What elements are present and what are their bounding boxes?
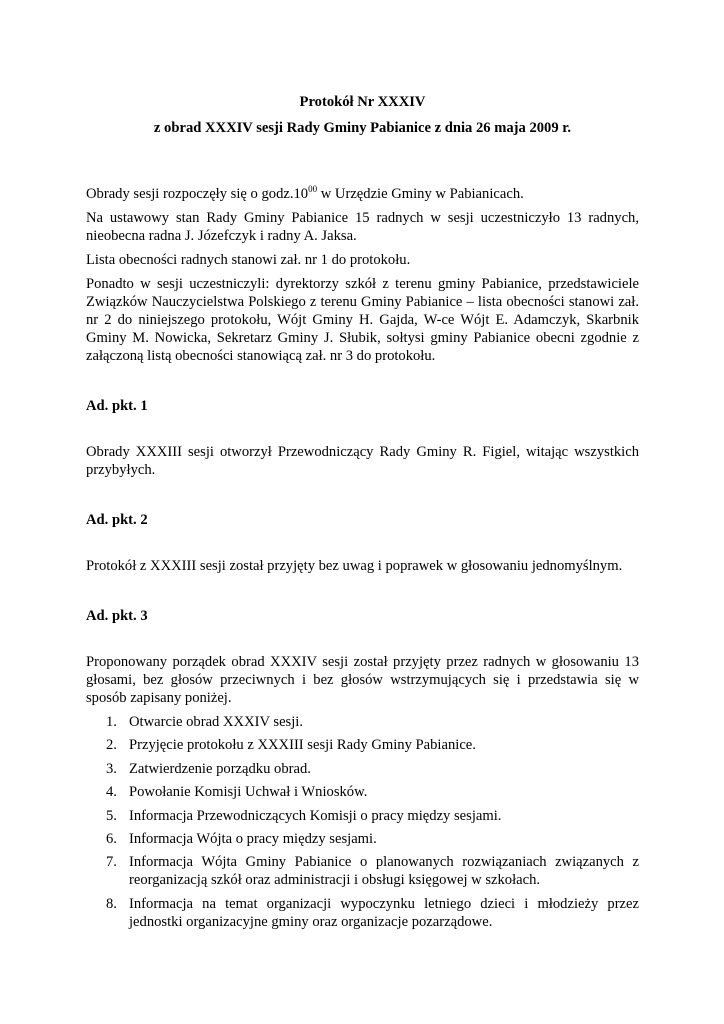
section-1-heading: Ad. pkt. 1 xyxy=(86,398,148,414)
agenda-item-number: 7. xyxy=(106,854,117,871)
section-1-text: Obrady XXXIII sesji otworzył Przewodniczący Rady Gminy R. Figiel, witając wszystkich przybyłych. xyxy=(86,444,639,478)
intro-paragraph-3: Lista obecności radnych stanowi zał. nr 1 do protokołu. xyxy=(86,252,411,268)
agenda-item-number: 3. xyxy=(106,760,117,777)
agenda-item-number: 2. xyxy=(106,737,117,754)
agenda-item-text: Informacja Przewodniczących Komisji o pracy między sesjami. xyxy=(129,807,502,824)
agenda-item-text: Zatwierdzenie porządku obrad. xyxy=(129,760,311,777)
intro-text-end: w Urzędzie Gminy w Pabianicach. xyxy=(317,186,524,202)
intro-paragraph-4: Ponadto w sesji uczestniczyli: dyrektorzy szkół z terenu gminy Pabianice, przedstawiciele Związków Nauczycielstwa Polskiego z terenu Gminy Pabianice – lista obecności stanowi zał. nr 2 do niniejszego protokołu, Wójt Gminy H. Gajda, W-ce Wójt E. Adamczyk, Skarbnik Gminy M. Nowicka, Sekretarz Gminy J. Słubik, sołtysi gminy Pabianice obecni zgodnie z załączoną listą obecności stanowiącą zał. nr 3 do protokołu. xyxy=(86,276,639,364)
intro-paragraph-2: Na ustawowy stan Rady Gminy Pabianice 15 radnych w sesji uczestniczyło 13 radnych, nieobecna radna J. Józefczyk i radny A. Jaksa. xyxy=(86,210,639,244)
document-title: Protokół Nr XXXIV xyxy=(299,94,426,110)
agenda-item-text: Przyjęcie protokołu z XXXIII sesji Rady Gminy Pabianice. xyxy=(129,737,476,754)
agenda-item-text: Informacja Wójta o pracy między sesjami. xyxy=(129,830,377,847)
agenda-item-8 xyxy=(86,895,639,931)
agenda-item-number: 4. xyxy=(106,784,117,801)
agenda-list xyxy=(86,713,639,931)
agenda-item-6 xyxy=(86,830,639,848)
section-2-heading: Ad. pkt. 2 xyxy=(86,512,148,528)
time-minutes-superscript: 00 xyxy=(308,184,318,194)
agenda-item-number: 1. xyxy=(106,714,117,730)
agenda-item-5 xyxy=(86,807,639,825)
section-3-heading: Ad. pkt. 3 xyxy=(86,608,148,624)
agenda-item-number: 6. xyxy=(106,830,117,847)
agenda-item-text: Powołanie Komisji Uchwał i Wniosków. xyxy=(129,784,368,801)
section-2-text: Protokół z XXXIII sesji został przyjęty bez uwag i poprawek w głosowaniu jednomyślnym. xyxy=(86,558,623,574)
agenda-item-number: 8. xyxy=(106,895,117,912)
section-3-text: Proponowany porządek obrad XXXIV sesji został przyjęty przez radnych w głosowaniu 13 głosami, bez głosów przeciwnych i bez głosów wstrzymujących się i przedstawia się w sposób zapisany poniżej. xyxy=(86,654,639,706)
agenda-item-text: Informacja Wójta Gminy Pabianice o planowanych rozwiązaniach związanych z reorganizacją szkół oraz administracji i obsługi księgowej w szkołach. xyxy=(129,854,639,889)
agenda-item-text: Informacja na temat organizacji wypoczynku letniego dzieci i młodzieży przez jednostki organizacyjne gminy oraz organizacje pozarządowe. xyxy=(129,895,639,930)
agenda-item-number: 5. xyxy=(106,807,117,824)
document-page xyxy=(86,82,639,936)
agenda-item-7 xyxy=(86,853,639,889)
document-subtitle: z obrad XXXIV sesji Rady Gminy Pabianice z dnia 26 maja 2009 r. xyxy=(153,120,572,136)
agenda-item-1 xyxy=(86,713,639,731)
intro-text-start: Obrady sesji rozpoczęły się o godz.10 xyxy=(86,186,309,202)
intro-paragraph-1 xyxy=(86,185,639,203)
agenda-item-2 xyxy=(86,736,639,754)
agenda-item-text: Otwarcie obrad XXXIV sesji. xyxy=(129,714,303,730)
agenda-item-3 xyxy=(86,760,639,778)
agenda-item-4 xyxy=(86,783,639,801)
